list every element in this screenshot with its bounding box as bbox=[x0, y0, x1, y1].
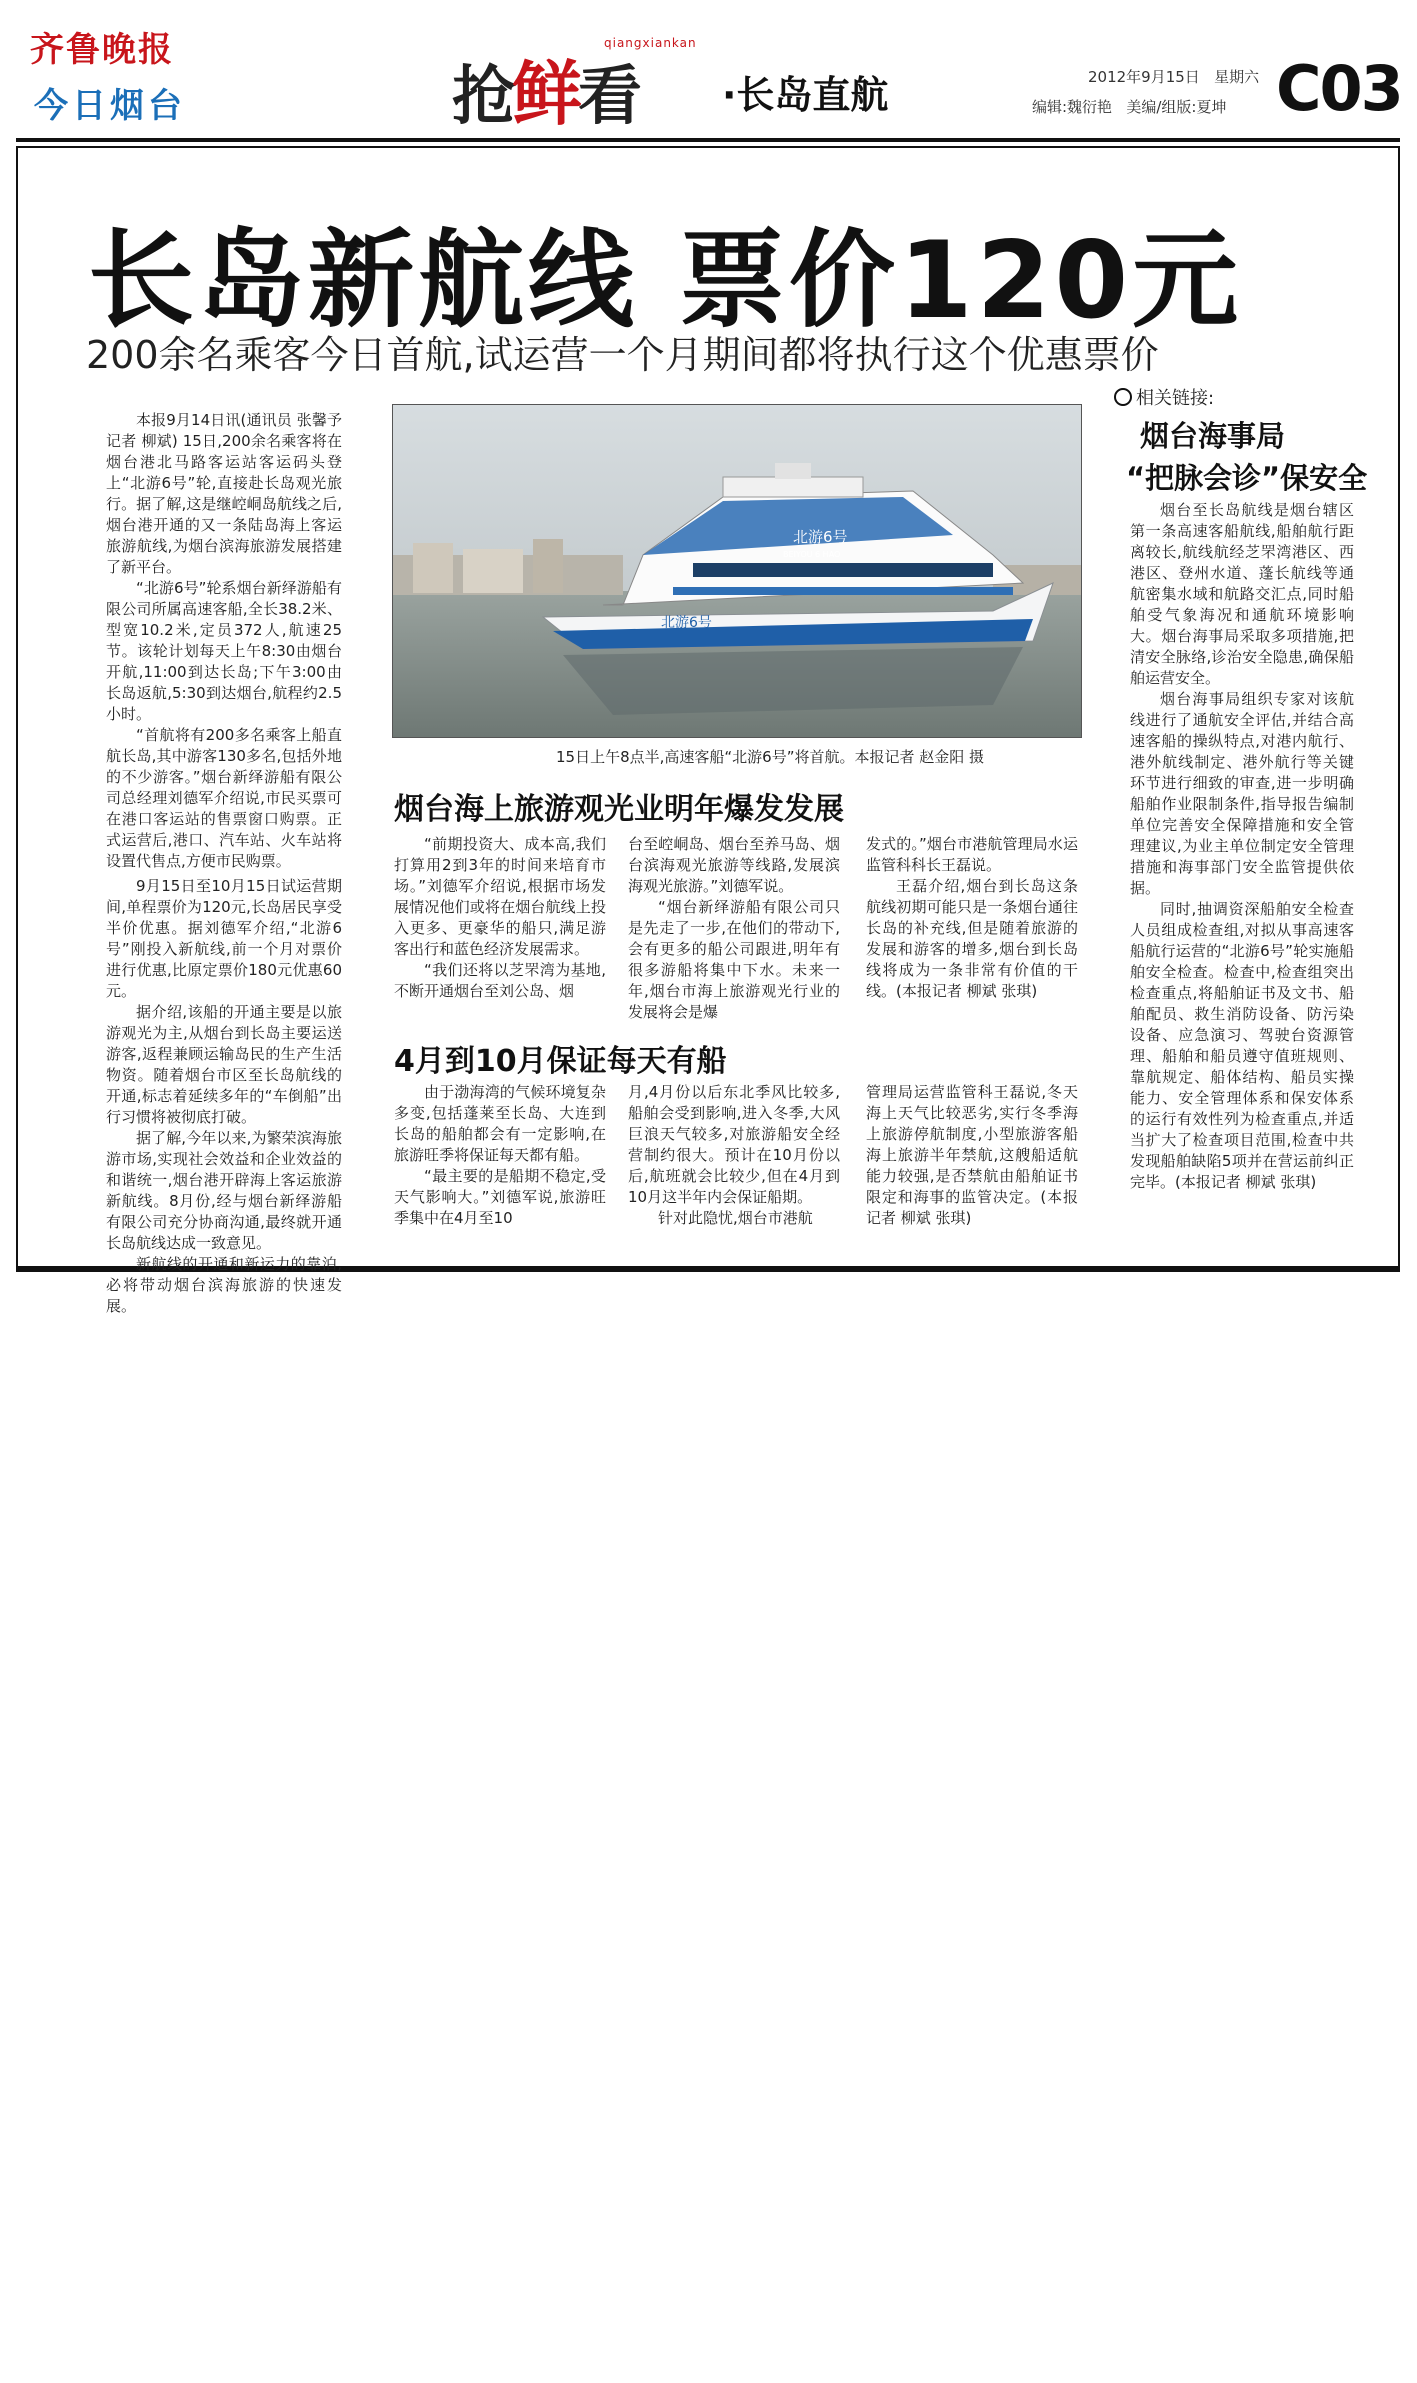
related-link-label: 相关链接: bbox=[1136, 388, 1215, 409]
main-headline: 长岛新航线 票价120元 bbox=[88, 219, 1243, 342]
lead-paragraph: 据介绍,该船的开通主要是以旅游观光为主,从烟台到长岛主要运送游客,返程兼顾运输岛民的生产生活物资。随着烟台市区至长岛航线的开通,标志着延续多年的“车倒船”出行习惯将被彻底打破。 bbox=[106, 1003, 342, 1126]
logo-left: 抢 bbox=[452, 60, 512, 134]
article3-title: 4月到10月保证每天有船 bbox=[394, 1044, 727, 1079]
lead-paragraph: 本报9月14日讯(通讯员 张馨予 记者 柳斌) 15日,200余名乘客将在烟台港北马路客运站客运码头登上“北游6号”轮,直接赴长岛观光旅行。据了解,这是继崆峒岛航线之后,烟台港开通的又一条陆岛海上客运旅游航线,为烟台滨海旅游发展搭建了新平台。 bbox=[106, 411, 342, 576]
article2-paragraph: 发式的。”烟台市港航管理局水运监管科科长王磊说。 bbox=[866, 835, 1078, 874]
ferry-illustration bbox=[393, 405, 1081, 737]
article3-paragraph: 针对此隐忧,烟台市港航 bbox=[658, 1209, 813, 1227]
paper-name: 齐鲁晚报 bbox=[30, 30, 174, 70]
sidebar-paragraph: 烟台至长岛航线是烟台辖区第一条高速客船航线,船舶航行距离较长,航线航经芝罘湾港区、西港区、登州水道、蓬长航线等通航密集水域和航路交汇点,同时船舶受气象海况和通航环境影响大。烟台海事局采取多项措施,把清安全脉络,诊治安全隐患,确保船舶运营安全。 bbox=[1130, 501, 1354, 687]
editor-line bbox=[1032, 96, 1226, 117]
article2-title: 烟台海上旅游观光业明年爆发发展 bbox=[394, 792, 844, 827]
hull-name-label: 北游6号 bbox=[661, 615, 712, 631]
column-logo bbox=[452, 38, 638, 139]
designer: 美编/组版:夏坤 bbox=[1126, 98, 1227, 116]
lead-paragraph: “首航将有200多名乘客上船直航长岛,其中游客130多名,包括外地的不少游客。”烟台新绎游船有限公司总经理刘德军介绍说,市民买票可在港口客运站的售票窗口购票。正式运营后,港口、汽车站、火车站将设置代售点,方便市民购票。 bbox=[106, 726, 342, 870]
article2-paragraph: 台至崆峒岛、烟台至养马岛、烟台滨海观光旅游等线路,发展滨海观光旅游。”刘德军说。 bbox=[628, 835, 840, 895]
logo-mid: 鲜 bbox=[512, 53, 578, 135]
sidebar-paragraph: 同时,抽调资深船舶安全检查人员组成检查组,对拟从事高速客船航行运营的“北游6号”轮实施船舶安全检查。检查中,检查组突出检查重点,将船舶证书及文书、船舶配员、救生消防设备、防污染设备、应急演习、驾驶台资源管理、船舶和船员遵守值班规则、靠航规定、船体结构、船员实操能力、安全管理体系和保安体系的运行有效性列为检查重点,并适当扩大了检查项目范围,检查中共发现船舶缺陷5项并在营运前纠正完毕。(本报记者 柳斌 张琪) bbox=[1130, 900, 1354, 1191]
article2-column-3 bbox=[866, 834, 1078, 1002]
lead-paragraph: 9月15日至10月15日试运营期间,单程票价为120元,长岛居民享受半价优惠。据刘德军介绍,“北游6号”刚投入新航线,前一个月对票价进行优惠,比原定票价180元优惠60元。 bbox=[106, 877, 342, 1000]
article3-paragraph: “最主要的是船期不稳定,受天气影响大。”刘德军说,旅游旺季集中在4月至10 bbox=[394, 1167, 606, 1227]
article2-column-2 bbox=[628, 834, 840, 1023]
sub-headline: 200余名乘客今日首航,试运营一个月期间都将执行这个优惠票价 bbox=[86, 333, 1159, 377]
editor: 编辑:魏衍艳 bbox=[1032, 98, 1113, 116]
lead-paragraph: “北游6号”轮系烟台新绎游船有限公司所属高速客船,全长38.2米、型宽10.2米,定员372人,航速25节。该轮计划每天上午8:30由烟台开航,11:00到达长岛;下午3:00由长岛返航,5:30到达烟台,航程约2.5小时。 bbox=[106, 579, 342, 723]
related-bullet-icon bbox=[1114, 388, 1132, 406]
issue-date-line bbox=[1088, 66, 1259, 87]
header-rule bbox=[16, 138, 1400, 142]
column-subtitle: ·长岛直航 bbox=[722, 73, 889, 117]
sidebar-title-1: 烟台海事局 bbox=[1140, 419, 1286, 453]
article3-paragraph: 管理局运营监管科王磊说,冬天海上天气比较恶劣,实行冬季海上旅游停航制度,小型旅游客船海上旅游半年禁航,这艘船适航能力较强,是否禁航由船舶证书限定和海事的监管决定。(本报记者 柳斌 张琪) bbox=[866, 1083, 1078, 1227]
lead-paragraph: 新航线的开通和新运力的靠泊,必将带动烟台滨海旅游的快速发展。 bbox=[106, 1255, 342, 1315]
ferry-photo bbox=[392, 404, 1082, 738]
page-number: C03 bbox=[1276, 52, 1402, 125]
issue-date: 2012年9月15日 bbox=[1088, 68, 1200, 86]
lead-paragraph: 据了解,今年以来,为繁荣滨海旅游市场,实现社会效益和企业效益的和谐统一,烟台港开辟海上客运旅游新航线。8月份,经与烟台新绎游船有限公司充分协商沟通,最终就开通长岛航线达成一致意见。 bbox=[106, 1129, 342, 1252]
article3-column-2 bbox=[628, 1082, 840, 1229]
sidebar-column bbox=[1130, 500, 1354, 1193]
article3-paragraph: 月,4月份以后东北季风比较多,船舶会受到影响,进入冬季,大风巨浪天气较多,对旅游船安全经营制约很大。预计在10月份以后,航班就会比较少,但在4月到10月这半年内会保证船期。 bbox=[628, 1083, 840, 1206]
article3-paragraph: 由于渤海湾的气候环境复杂多变,包括蓬莱至长岛、大连到长岛的船舶都会有一定影响,在旅游旺季将保证每天都有船。 bbox=[394, 1083, 606, 1164]
related-link-tag bbox=[1114, 384, 1214, 410]
article3-column-3 bbox=[866, 1082, 1078, 1229]
issue-weekday: 星期六 bbox=[1214, 68, 1260, 86]
photo-caption: 15日上午8点半,高速客船“北游6号”将首航。本报记者 赵金阳 摄 bbox=[556, 748, 985, 766]
sidebar-paragraph: 烟台海事局组织专家对该航线进行了通航安全评估,并结合高速客船的操纵特点,对港内航行、港外航线制定、港外航行等关键环节进行细致的审查,进一步明确船舶作业限制条件,指导报告编制单位完善安全保障措施和安全管理建议,为业主单位制定安全管理措施和海事部门安全监管提供依据。 bbox=[1130, 690, 1354, 897]
article3-column-1 bbox=[394, 1082, 606, 1229]
article2-paragraph: “前期投资大、成本高,我们打算用2到3年的时间来培育市场。”刘德军介绍说,根据市场发展情况他们或将在烟台航线上投入更多、更豪华的船只,满足游客出行和蓝色经济发展需求。 bbox=[394, 835, 606, 958]
section-name: 今日烟台 bbox=[34, 86, 186, 126]
lead-article-column bbox=[106, 410, 342, 1317]
sidebar-title-2: “把脉会诊”保安全 bbox=[1126, 461, 1368, 495]
ship-pinyin-label: BEIYOU 6 HAO bbox=[783, 550, 841, 559]
logo-pinyin: qiangxiankan bbox=[604, 36, 697, 50]
article2-column-1 bbox=[394, 834, 606, 1002]
article2-paragraph: “烟台新绎游船有限公司只是先走了一步,在他们的带动下,会有更多的船公司跟进,明年有很多游船将集中下水。未来一年,烟台市海上旅游观光行业的发展将会是爆 bbox=[628, 898, 840, 1021]
ship-name-label: 北游6号 bbox=[793, 528, 848, 546]
article2-paragraph: 王磊介绍,烟台到长岛这条航线初期可能只是一条烟台通往长岛的补充线,但是随着旅游的发展和游客的增多,烟台到长岛线将成为一条非常有价值的干线。(本报记者 柳斌 张琪) bbox=[866, 877, 1078, 1000]
article2-paragraph: “我们还将以芝罘湾为基地,不断开通烟台至刘公岛、烟 bbox=[394, 961, 606, 1000]
logo-right: 看 bbox=[578, 60, 638, 134]
